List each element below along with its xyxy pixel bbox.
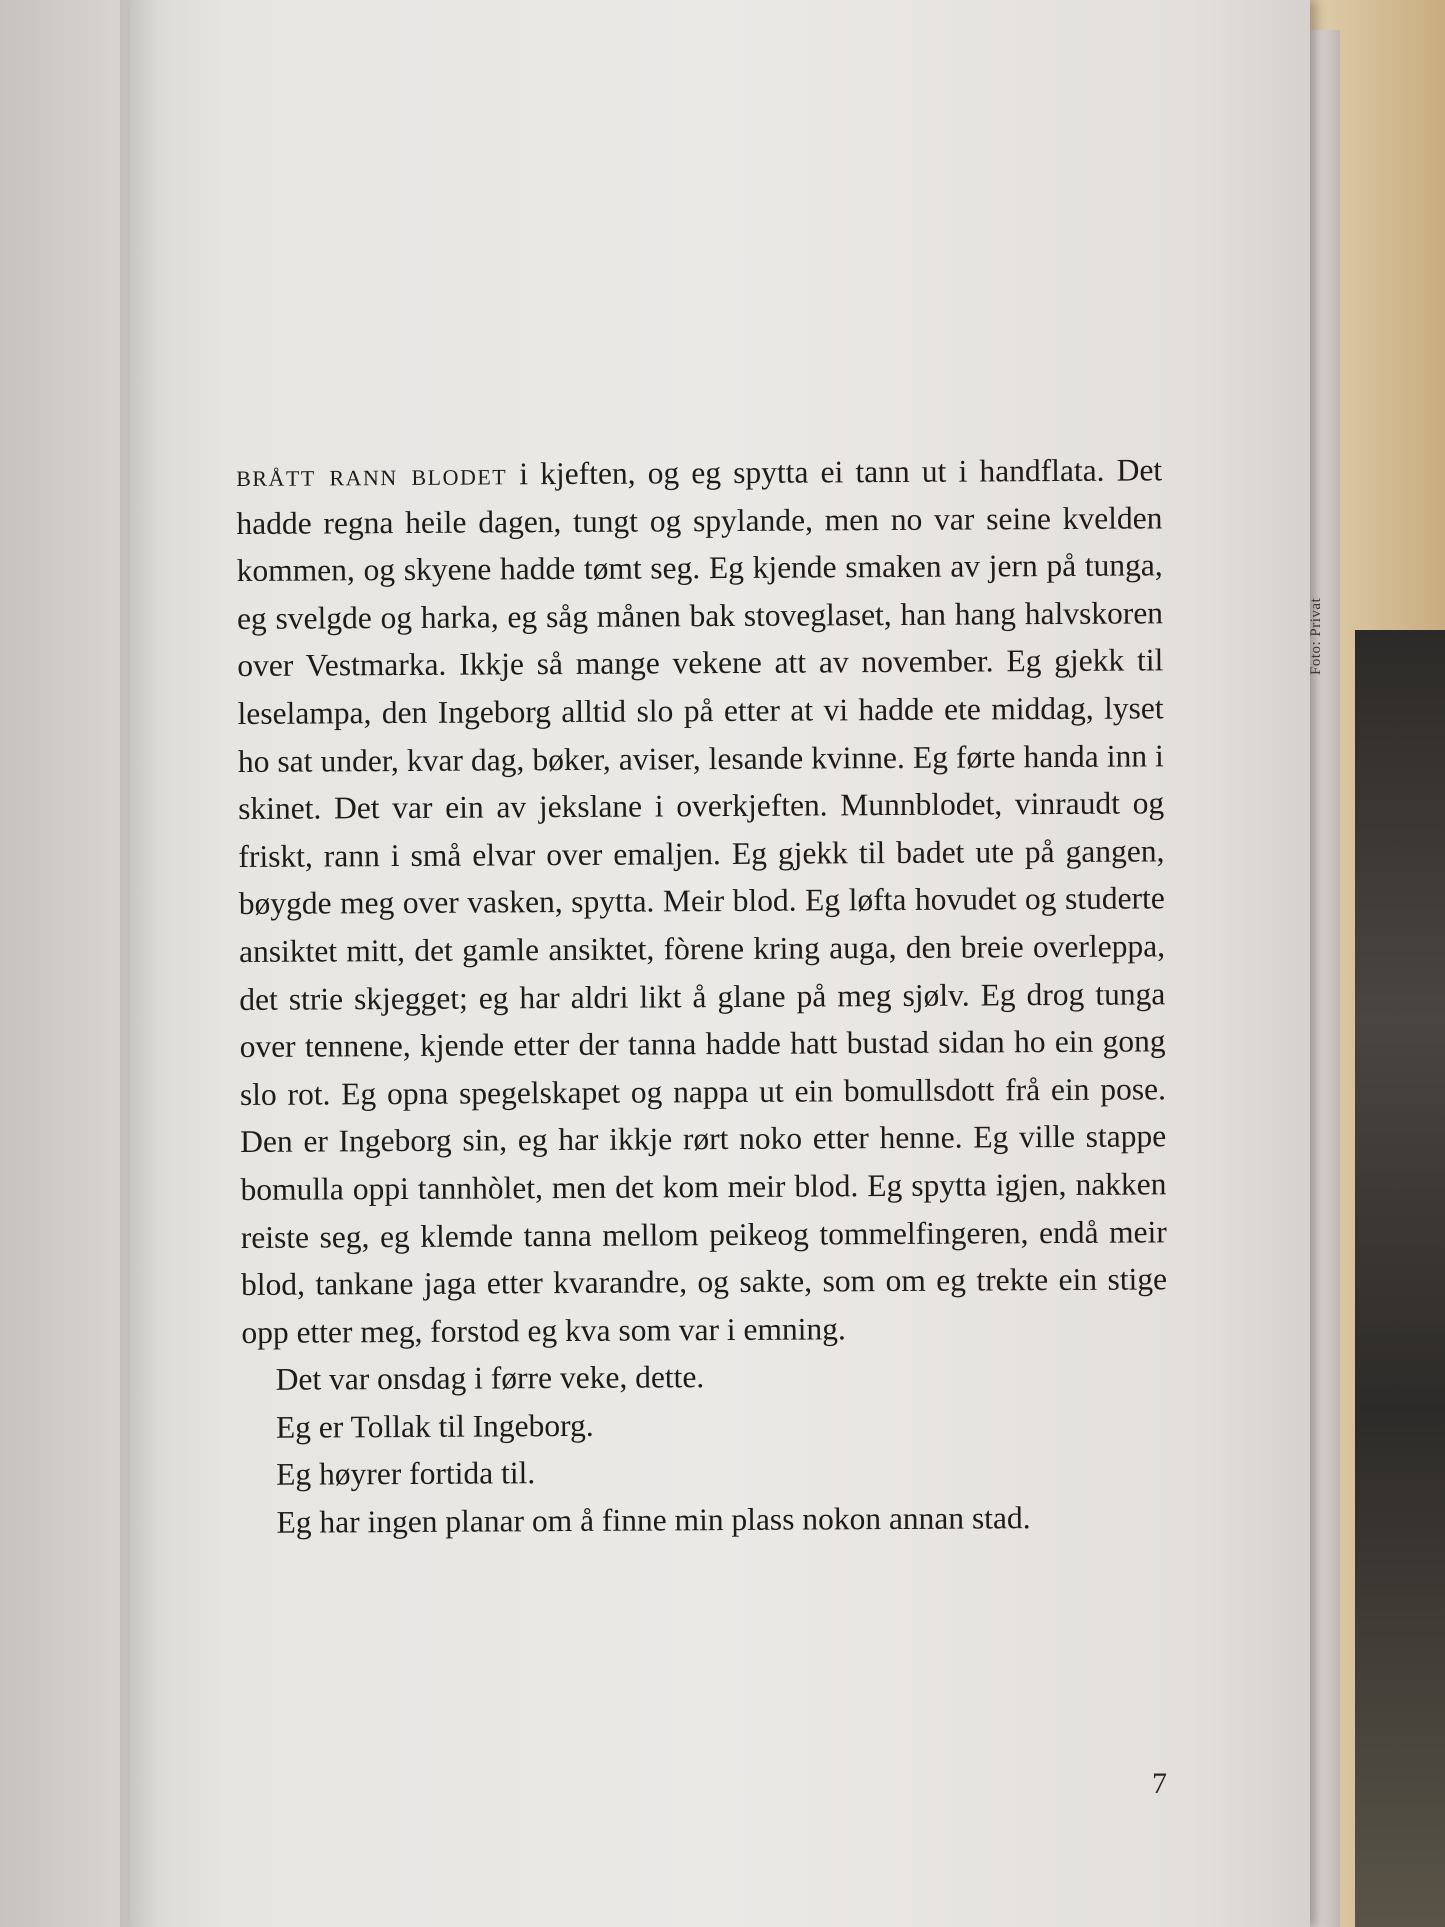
- opening-paragraph: [236, 446, 1168, 1356]
- opening-paragraph-text: i kjeften, og eg spytta ei tann ut i handflata. Det hadde regna heile dagen, tungt og spylande, men no var seine kvelden kommen, og skyene hadde tømt seg. Eg kjende smaken av jern på tunga, eg svelgde og harka, eg såg månen bak stoveglaset, han hang halvskoren over Vestmarka. Ikkje så mange vekene att av november. Eg gjekk til leselampa, den Ingeborg alltid slo på etter at vi hadde ete middag, lyset ho sat under, kvar dag, bøker, aviser, lesande kvinne. Eg førte handa inn i skinet. Det var ein av jekslane i overkjeften. Munnblodet, vinraudt og friskt, rann i små elvar over emaljen. Eg gjekk til badet ute på gangen, bøygde meg over vasken, spytta. Meir blod. Eg løfta hovudet og studerte ansiktet mitt, det gamle ansiktet, fòrene kring auga, den breie overleppa, det strie skjegget; eg har aldri likt å glane på meg sjølv. Eg drog tunga over tennene, kjende etter der tanna hadde hatt bustad sidan ho ein gong slo rot. Eg opna spegelskapet og nappa ut ein bomullsdott frå ein pose. Den er Ingeborg sin, eg har ikkje rørt noko etter henne. Eg ville stappe bomulla oppi tannhòlet, men det kom meir blod. Eg spytta igjen, nakken reiste seg, eg klemde tanna mellom peikeog tommelfingeren, endå meir blod, tankane jaga etter kvarandre, og sakte, som om eg trekte ein stige opp etter meg, forstod eg kva som var i emning.: [236, 452, 1168, 1350]
- page-number: 7: [1152, 1767, 1167, 1800]
- body-text: [236, 446, 1169, 1546]
- background-book-dark: [1355, 630, 1445, 1927]
- text-line: Eg høyrer fortida til.: [276, 1455, 536, 1493]
- text-line: Eg har ingen planar om å finne min plass nokon annan stad.: [276, 1500, 1031, 1540]
- spine-shadow: [120, 0, 160, 1927]
- text-line: Eg er Tollak til Ingeborg.: [275, 1407, 594, 1445]
- text-line: Det var onsdag i førre veke, dette.: [275, 1359, 705, 1398]
- lead-in-smallcaps: brått rann blodet: [236, 456, 508, 493]
- photo-credit: Foto: Privat: [1308, 597, 1324, 675]
